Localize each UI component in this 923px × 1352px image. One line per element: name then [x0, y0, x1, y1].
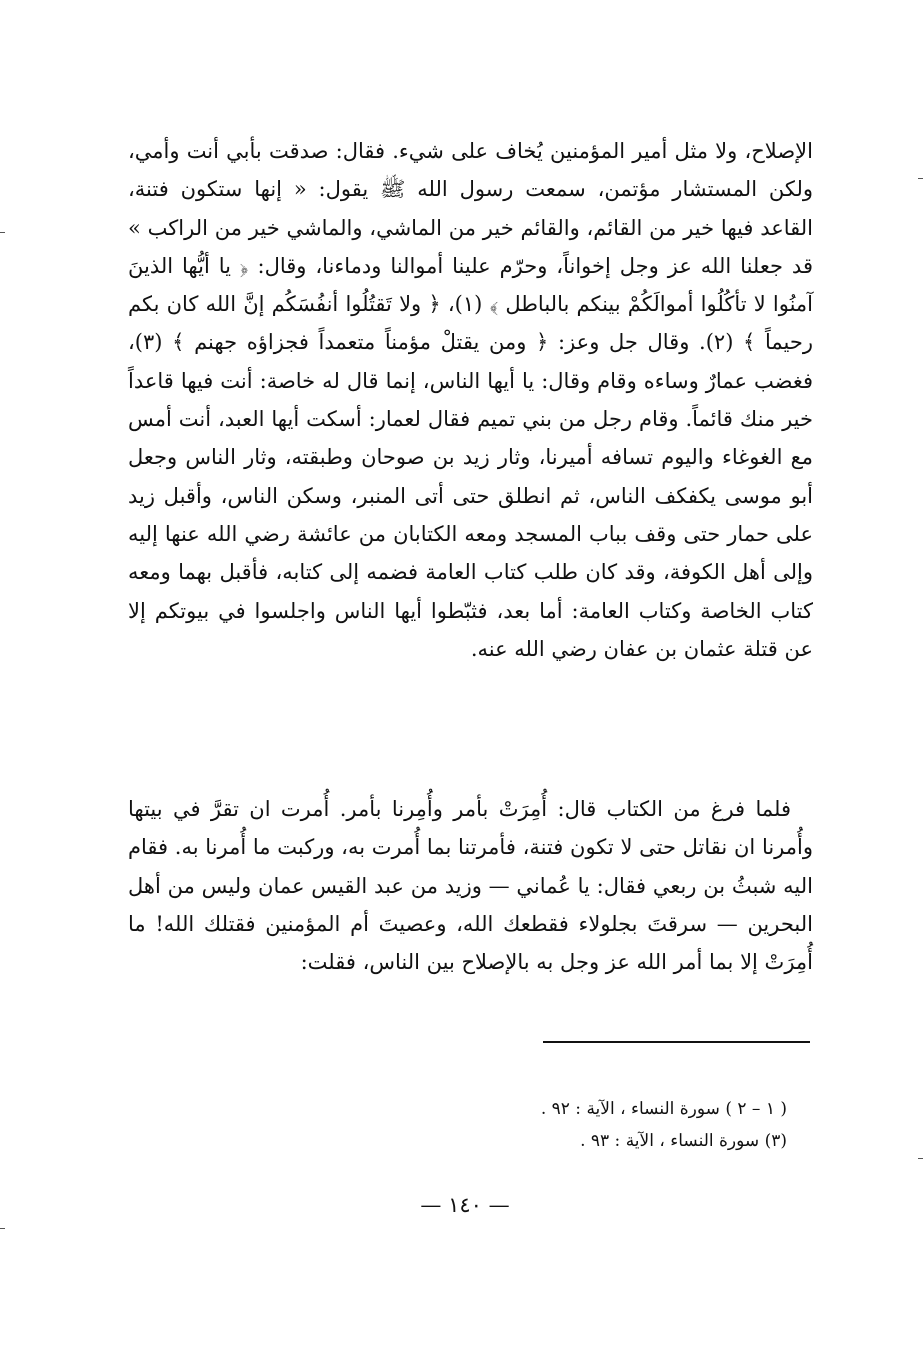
scan-edge-mark — [918, 1158, 923, 1159]
scan-edge-mark — [918, 178, 923, 179]
body-paragraph-2 — [128, 790, 813, 981]
scan-edge-mark — [0, 232, 5, 233]
footnote-2: (٣) سورة النساء ، الآية : ٩٣ . — [580, 1131, 787, 1151]
paragraph-text: الإصلاح، ولا مثل أمير المؤمنين يُخاف على شيء. فقال: صدقت بأبي أنت وأمي، ولكن المستشار مؤتمن، سمعت رسول الله ﷺ يقول: « إنها ستكون فتنة، القاعد فيها خير من القائم، والقائم خير من الماشي، والماشي خير من الراكب » قد جعلنا الله عز وجل إخواناً، وحرّم علينا أموالنا ودماءنا، وقال: ﴿ يا أيُّها الذينَ آمنُوا لا تأكُلُوا أموالَكُمْ بينكم بالباطل ﴾ (١)، ﴿ ولا تَقتُلُوا أنفُسَكُم إنَّ الله كان بكم رحيماً ﴾ (٢). وقال جل وعز: ﴿ ومن يقتلْ مؤمناً متعمداً فجزاؤه جهنم ﴾ (٣)، فغضب عمارٌ وساءه وقام وقال: يا أيها الناس، إنما قال له خاصة: أنت فيها قاعداً خير منك قائماً. وقام رجل من بني تميم فقال لعمار: أسكت أيها العبد، أنت أمس مع الغوغاء واليوم تسافه أميرنا، وثار زيد بن صوحان وطبقته، وثار الناس وجعل أبو موسى يكفكف الناس، ثم انطلق حتى أتى المنبر، وسكن الناس، وأقبل زيد على حمار حتى وقف بباب المسجد ومعه الكتابان من عائشة رضي الله عنها إليه وإلى أهل الكوفة، وقد كان طلب كتاب العامة فضمه إلى كتابه، فأقبل بهما ومعه كتاب الخاصة وكتاب العامة: أما بعد، فثبّطوا أيها الناس واجلسوا في بيوتكم إلا عن قتلة عثمان بن عفان رضي الله عنه. — [128, 139, 814, 661]
body-paragraph-1 — [128, 132, 813, 668]
scan-edge-mark — [0, 1228, 5, 1229]
paragraph-text: فلما فرغ من الكتاب قال: أُمِرَتْ بأمر وأُمِرنا بأمر. أُمرت ان تقرَّ في بيتها وأُمرنا ان نقاتل حتى لا تكون فتنة، فأمرتنا بما أُمرت به، وركبت ما أُمرنا به. فقام اليه شبثُ بن ربعي فقال: يا عُماني — وزيد من عبد القيس عمان وليس من أهل البحرين — سرقتَ بجلولاء فقطعك الله، وعصيتَ أم المؤمنين فقتلك الله! ما أُمِرَتْ إلا بما أمر الله عز وجل به بالإصلاح بين الناس، فقلت: — [128, 797, 813, 975]
footnote-1: ( ١ – ٢ ) سورة النساء ، الآية : ٩٢ . — [540, 1099, 787, 1119]
footnotes — [300, 1093, 787, 1157]
footnote-separator — [543, 1041, 810, 1043]
page-number: — ١٤٠ — — [420, 1193, 510, 1217]
